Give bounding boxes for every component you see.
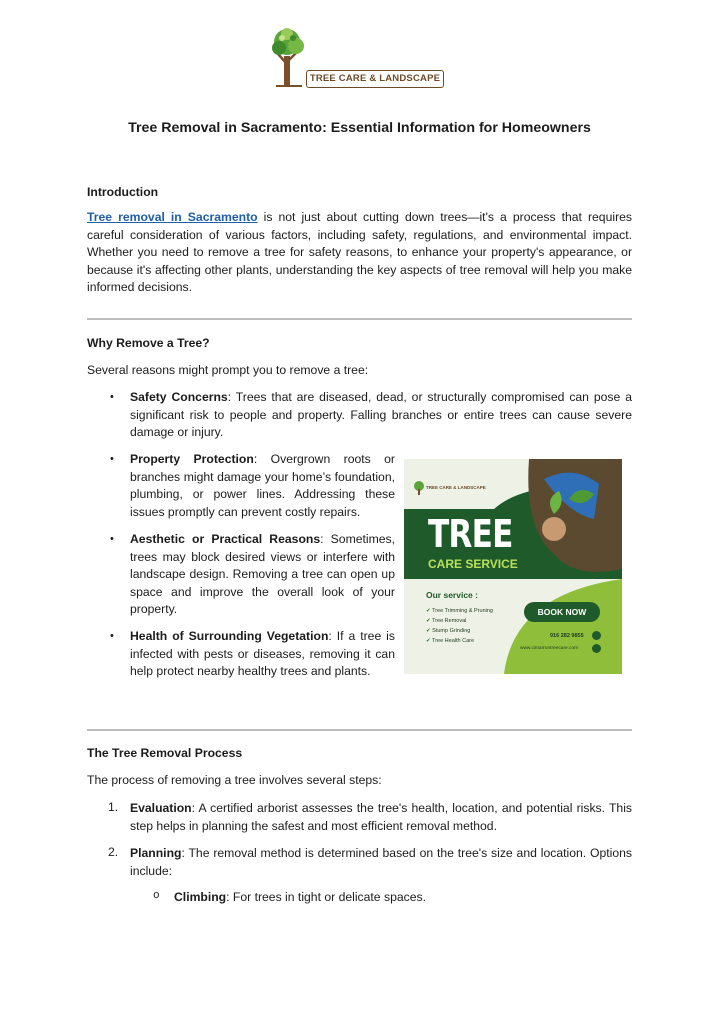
why-item-text: : If a tree is infected with pests or diseases, removing it can help protect nearby healthy trees and plants. — [130, 629, 395, 679]
why-item-text: : Sometimes, trees may block desired views or interfere with landscape design. Removing a tree can open up space and improve the overall look of your property. — [130, 532, 396, 617]
why-item-aesthetic — [130, 531, 395, 619]
intro-paragraph — [87, 209, 632, 297]
bullet-marker: • — [110, 391, 114, 403]
option-text: : For trees in tight or delicate spaces. — [226, 890, 426, 904]
process-heading: The Tree Removal Process — [87, 746, 243, 760]
banner-phone: 916 282 9855 — [550, 633, 584, 639]
phone-icon — [592, 631, 601, 640]
option-term: Climbing — [174, 890, 227, 904]
sub-bullet-marker: o — [153, 890, 160, 902]
service-label: Tree Trimming & Pruning — [432, 608, 493, 614]
why-item-text: : Trees that are diseased, dead, or structurally compromised can pose a significant risk to people and property. Falling branches or entire trees can cause severe damage or injury. — [130, 390, 632, 440]
service-label: Tree Health Care — [432, 638, 475, 644]
service-item — [426, 616, 493, 626]
check-icon: ✔ — [426, 608, 433, 614]
why-item-text: : Overgrown roots or branches might damage your home’s foundation, plumbing, or power lines. Addressing these issues promptly can prevent costly repairs. — [130, 452, 395, 519]
why-heading: Why Remove a Tree? — [87, 336, 210, 350]
banner-brand: TREE CARE & LANDSCAPE — [426, 485, 486, 490]
why-item-health — [130, 628, 395, 681]
banner-services-title: Our service : — [426, 590, 478, 600]
logo-badge: TREE CARE & LANDSCAPE — [306, 70, 444, 88]
globe-icon — [592, 644, 601, 653]
service-label: Stump Grinding — [432, 628, 471, 634]
service-item — [426, 636, 493, 646]
process-option-climbing — [174, 889, 632, 907]
intro-text: is not just about cutting down trees—it's a process that requires careful consideration of various factors, including safety, regulations, and environmental impact. Whether you need to remove a tree for safety reasons, to enhance your property's appearance, or because it's affecting other plants, understanding the key aspects of tree removal will help you make informed decisions. — [87, 210, 633, 295]
step-term: Planning — [130, 846, 182, 860]
bullet-marker: • — [110, 533, 114, 545]
why-item-property — [130, 451, 395, 521]
step-text: : A certified arborist assesses the tree's health, location, and potential risks. This step helps in planning the safest and most efficient removal method. — [130, 801, 632, 833]
bullet-marker: • — [110, 453, 114, 465]
step-term: Evaluation — [130, 801, 192, 815]
service-item — [426, 606, 493, 616]
why-item-term: Aesthetic or Practical Reasons — [130, 532, 321, 546]
service-item — [426, 626, 493, 636]
bullet-marker: • — [110, 630, 114, 642]
tree-care-service-banner — [404, 459, 622, 674]
banner-headline: TREE — [428, 512, 513, 556]
section-divider — [87, 318, 632, 320]
section-divider — [87, 729, 632, 731]
service-label: Tree Removal — [432, 618, 467, 624]
banner-website: www.cimarrontreecare.com — [520, 646, 579, 651]
intro-heading: Introduction — [87, 185, 159, 199]
banner-services-list — [426, 606, 493, 646]
check-icon: ✔ — [426, 618, 433, 624]
step-text: : The removal method is determined based on the tree's size and location. Options include: — [130, 846, 632, 878]
check-icon: ✔ — [426, 628, 433, 634]
why-item-term: Health of Surrounding Vegetation — [130, 629, 329, 643]
process-step-evaluation — [130, 800, 632, 835]
why-item-safety — [130, 389, 632, 442]
banner-logo-icon — [412, 481, 426, 495]
why-item-term: Property Protection — [130, 452, 254, 466]
process-step-planning — [130, 845, 632, 880]
company-logo — [272, 24, 447, 90]
page-title: Tree Removal in Sacramento: Essential Information for Homeowners — [128, 120, 591, 136]
why-lead: Several reasons might prompt you to remove a tree: — [87, 363, 369, 377]
step-number: 1. — [108, 800, 119, 814]
tree-removal-link[interactable]: Tree removal in Sacramento — [87, 210, 258, 224]
check-icon: ✔ — [426, 638, 433, 644]
process-lead: The process of removing a tree involves several steps: — [87, 773, 382, 787]
book-now-button[interactable]: BOOK NOW — [524, 602, 600, 622]
why-item-term: Safety Concerns — [130, 390, 228, 404]
banner-subheadline: CARE SERVICE — [428, 557, 518, 571]
step-number: 2. — [108, 845, 119, 859]
